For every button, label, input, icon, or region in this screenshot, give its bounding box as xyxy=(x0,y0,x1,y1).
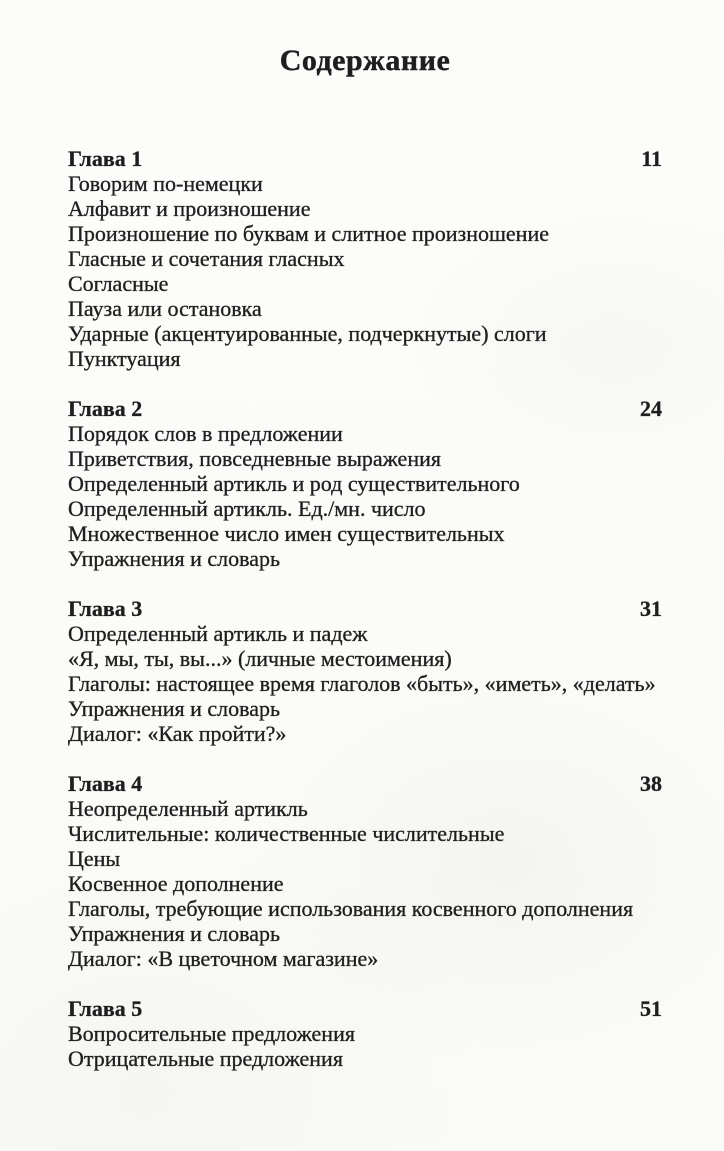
chapter-page-number: 24 xyxy=(640,396,662,421)
chapter-items xyxy=(68,171,662,371)
chapter-page-number: 11 xyxy=(641,146,662,171)
toc-entry: Согласные xyxy=(68,271,169,296)
toc-entry: Произношение по буквам и слитное произношение xyxy=(68,221,549,246)
toc-entry: Вопросительные предложения xyxy=(68,1021,355,1046)
toc-entry: Ударные (акцентуированные, подчеркнутые) слоги xyxy=(68,321,547,346)
chapter-page-number: 38 xyxy=(640,771,662,796)
toc-entry: Приветствия, повседневные выражения xyxy=(68,446,441,471)
toc-chapter xyxy=(68,996,662,1071)
toc-entry: Пунктуация xyxy=(68,346,181,371)
toc-entry: Алфавит и произношение xyxy=(68,196,311,221)
toc-entry: Числительные: количественные числительные xyxy=(68,821,505,846)
toc-entry: Определенный артикль и род существительного xyxy=(68,471,520,496)
toc-entry: Упражнения и словарь xyxy=(68,921,280,946)
chapter-heading: Глава 5 xyxy=(68,996,143,1021)
chapter-page-number: 51 xyxy=(640,996,662,1021)
toc-entry: Отрицательные предложения xyxy=(68,1046,343,1071)
toc-entry: «Я, мы, ты, вы...» (личные местоимения) xyxy=(68,646,452,671)
toc-entry: Определенный артикль и падеж xyxy=(68,621,368,646)
chapter-head xyxy=(68,596,662,621)
toc-entry: Диалог: «Как пройти?» xyxy=(68,721,287,746)
chapter-head xyxy=(68,996,662,1021)
chapter-page-number: 31 xyxy=(640,596,662,621)
toc-entry: Диалог: «В цветочном магазине» xyxy=(68,946,379,971)
toc-entry: Порядок слов в предложении xyxy=(68,421,343,446)
toc-entry: Гласные и сочетания гласных xyxy=(68,246,345,271)
toc-entry: Косвенное дополнение xyxy=(68,871,284,896)
toc-chapter xyxy=(68,771,662,971)
chapter-heading: Глава 1 xyxy=(68,146,143,171)
toc-entry: Неопределенный артикль xyxy=(68,796,308,821)
page-title: Содержание xyxy=(279,44,451,77)
chapter-head xyxy=(68,146,662,171)
toc-entry: Глаголы, требующие использования косвенного дополнения xyxy=(68,896,634,921)
toc-entry: Упражнения и словарь xyxy=(68,696,280,721)
chapter-items xyxy=(68,1021,662,1071)
toc-chapter xyxy=(68,596,662,746)
toc-entry: Глаголы: настоящее время глаголов «быть», «иметь», «делать» xyxy=(68,671,656,696)
toc-entry: Определенный артикль. Ед./мн. число xyxy=(68,496,426,521)
chapter-heading: Глава 3 xyxy=(68,596,143,621)
toc-chapter xyxy=(68,146,662,371)
toc-entry: Множественное число имен существительных xyxy=(68,521,505,546)
chapter-items xyxy=(68,621,662,746)
toc-chapter xyxy=(68,396,662,571)
chapter-items xyxy=(68,796,662,971)
chapter-head xyxy=(68,771,662,796)
chapter-heading: Глава 2 xyxy=(68,396,143,421)
chapter-heading: Глава 4 xyxy=(68,771,143,796)
toc xyxy=(68,146,662,1071)
toc-entry: Цены xyxy=(68,846,121,871)
chapter-items xyxy=(68,421,662,571)
chapter-head xyxy=(68,396,662,421)
toc-entry: Говорим по-немецки xyxy=(68,171,263,196)
toc-entry: Пауза или остановка xyxy=(68,296,262,321)
toc-entry: Упражнения и словарь xyxy=(68,546,280,571)
